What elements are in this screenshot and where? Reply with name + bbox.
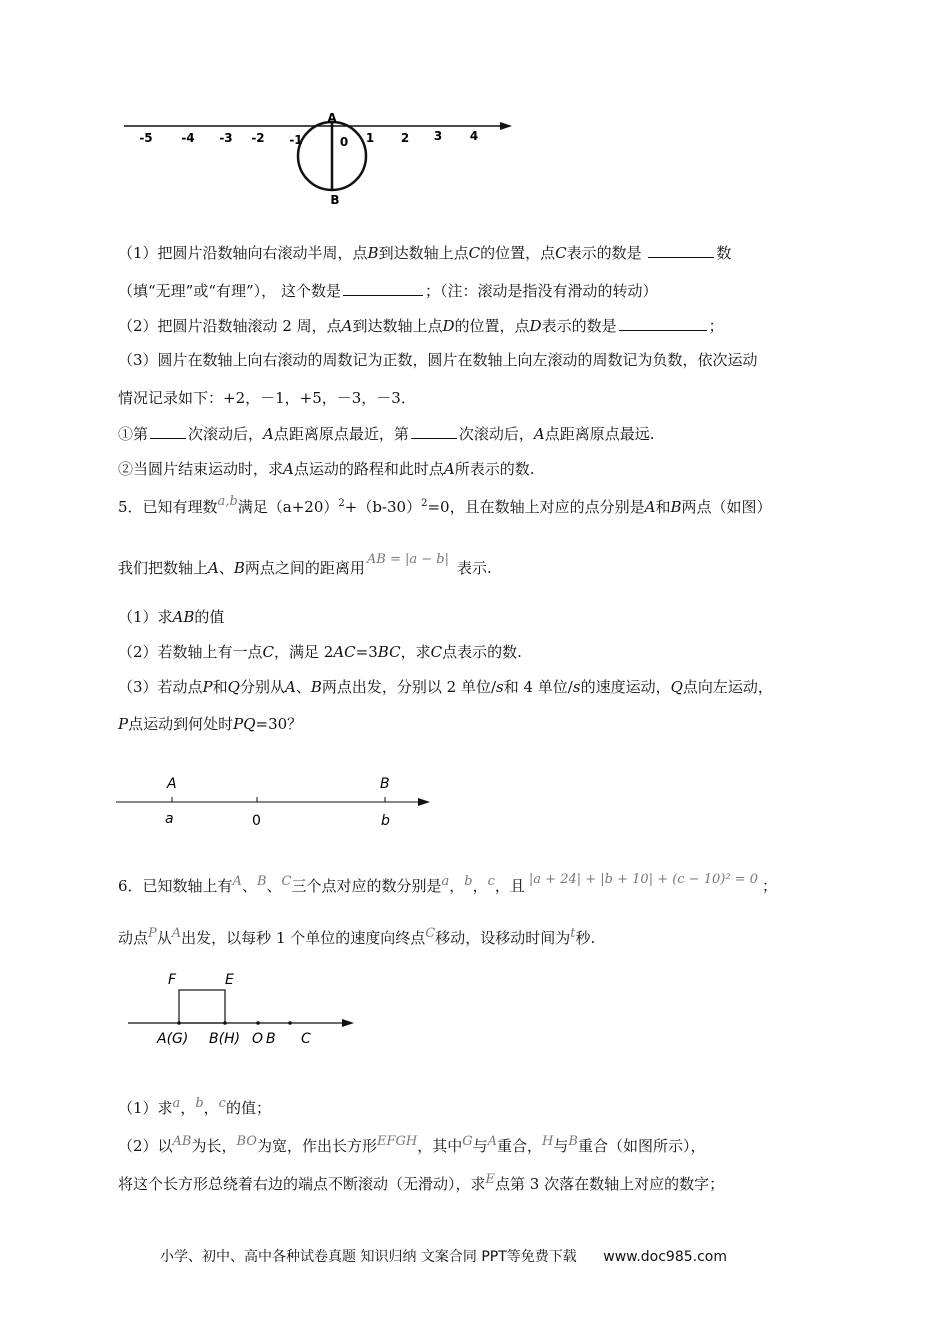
- axis-arrow: [500, 122, 512, 130]
- q5-part3-line2: P点运动到何处时PQ=30？: [118, 715, 303, 733]
- point-b-label: B: [266, 1031, 276, 1047]
- q6-part1: （1）求a，b，c的值；: [118, 1096, 271, 1117]
- point-o-label: O: [252, 1031, 264, 1047]
- answer-blank[interactable]: [150, 423, 186, 439]
- point-dot: [223, 1021, 227, 1025]
- tick-label: -2: [251, 131, 265, 145]
- tick-label: 2: [400, 131, 410, 145]
- q4-part3-i: ①第 次滚动后，A点距离原点最近，第 次滚动后，A点距离原点最远.: [118, 425, 655, 443]
- q5-stem-line1: 5．已知有理数a,b满足$(a+20)^2+(b-30)^2=0$，且在数轴上对应的点分别是A和B两点（如图）: [118, 494, 772, 516]
- q6-stem-line2: 动点P从A出发，以每秒 1 个单位的速度向终点C移动，设移动时间为t秒.: [118, 926, 596, 947]
- origin-label: 0: [252, 813, 261, 829]
- condition-formula: |a + 24| + |b + 10| + (c − 10)² = 0: [528, 872, 758, 887]
- tick-label: 1: [365, 131, 375, 145]
- answer-blank[interactable]: [648, 242, 714, 258]
- point-bh-label: B(H): [209, 1031, 241, 1047]
- figure-number-line-circle: [118, 108, 518, 210]
- point-c-label: C: [301, 1031, 311, 1047]
- q5-part1: （1）求AB的值: [118, 608, 225, 626]
- answer-blank[interactable]: [619, 315, 707, 331]
- tick-label: 3: [433, 129, 443, 143]
- point-a-label: A: [167, 776, 177, 792]
- footer-text: 小学、初中、高中各种试卷真题 知识归纳 文案合同 PPT等免费下载: [160, 1249, 577, 1265]
- page-footer: [160, 1246, 727, 1266]
- rectangle-efgh: [179, 990, 225, 1023]
- q4-part3-line1: （3）圆片在数轴上向右滚动的周数记为正数，圆片在数轴上向左滚动的周数记为负数，依次运动: [118, 351, 758, 369]
- point-b-label: B: [380, 776, 390, 792]
- point-dot: [177, 1021, 181, 1025]
- point-dot: [256, 1021, 260, 1025]
- q4-part1-line1: （1）把圆片沿数轴向右滚动半周，点B到达数轴上点C的位置，点C表示的数是 数: [118, 244, 732, 262]
- value-b-label: b: [381, 813, 390, 829]
- q5-part2: （2）若数轴上有一点C，满足 2AC=3BC，求C点表示的数.: [118, 643, 522, 661]
- point-ag-label: A(G): [157, 1031, 189, 1047]
- axis-arrow: [418, 798, 430, 806]
- q4-part1-line2: （填“无理”或“有理”）， 这个数是 ；（注：滚动是指没有滑动的转动）: [118, 282, 658, 300]
- point-e-label: E: [225, 972, 234, 988]
- distance-formula: AB = |a − b|: [366, 552, 450, 567]
- tick-label: 0: [339, 135, 349, 149]
- figure-number-line-ab: [112, 768, 442, 834]
- tick-label: -4: [181, 131, 195, 145]
- footer-url[interactable]: www.doc985.com: [603, 1249, 727, 1265]
- point-b-label: B: [330, 193, 340, 207]
- tick-label: 4: [469, 129, 479, 143]
- tick-label: -3: [219, 131, 233, 145]
- figure-rectangle-number-line: [124, 964, 364, 1054]
- q4-part3-ii: ②当圆片结束运动时，求A点运动的路程和此时点A所表示的数.: [118, 460, 535, 478]
- q6-part2-line2: 将这个长方形总绕着右边的端点不断滚动（无滑动），求E点第 3 次落在数轴上对应的数字；: [118, 1172, 725, 1193]
- q5-stem-line2: 我们把数轴上A、B两点之间的距离用 AB = |a − b| 表示.: [118, 552, 492, 577]
- q4-part2: （2）把圆片沿数轴滚动 2 周，点A到达数轴上点D的位置，点D表示的数是 ；: [118, 317, 724, 335]
- tick-label: -1: [289, 133, 303, 147]
- tick-label: -5: [139, 131, 153, 145]
- value-a-label: a: [165, 811, 174, 827]
- q4-part3-line2: 情况记录如下：+2，－1，+5，－3，－3．: [118, 389, 416, 407]
- answer-blank[interactable]: [343, 280, 423, 296]
- q6-stem-line1: 6．已知数轴上有A、B、C三个点对应的数分别是a，b，c，且 |a + 24| + |b + 10| + (c − 10)² = 0 ；: [118, 872, 778, 895]
- axis-arrow: [342, 1019, 354, 1027]
- point-f-label: F: [168, 972, 177, 988]
- point-dot: [288, 1021, 292, 1025]
- point-a-label: A: [327, 111, 337, 125]
- answer-blank[interactable]: [411, 423, 457, 439]
- q6-part2-line1: （2）以AB为长，BO为宽，作出长方形EFGH，其中G与A重合，H与B重合（如图所示），: [118, 1134, 706, 1155]
- q5-part3-line1: （3）若动点P和Q分别从A、B两点出发，分别以 2 单位/s和 4 单位/s的速度运动，Q点向左运动，: [118, 678, 773, 696]
